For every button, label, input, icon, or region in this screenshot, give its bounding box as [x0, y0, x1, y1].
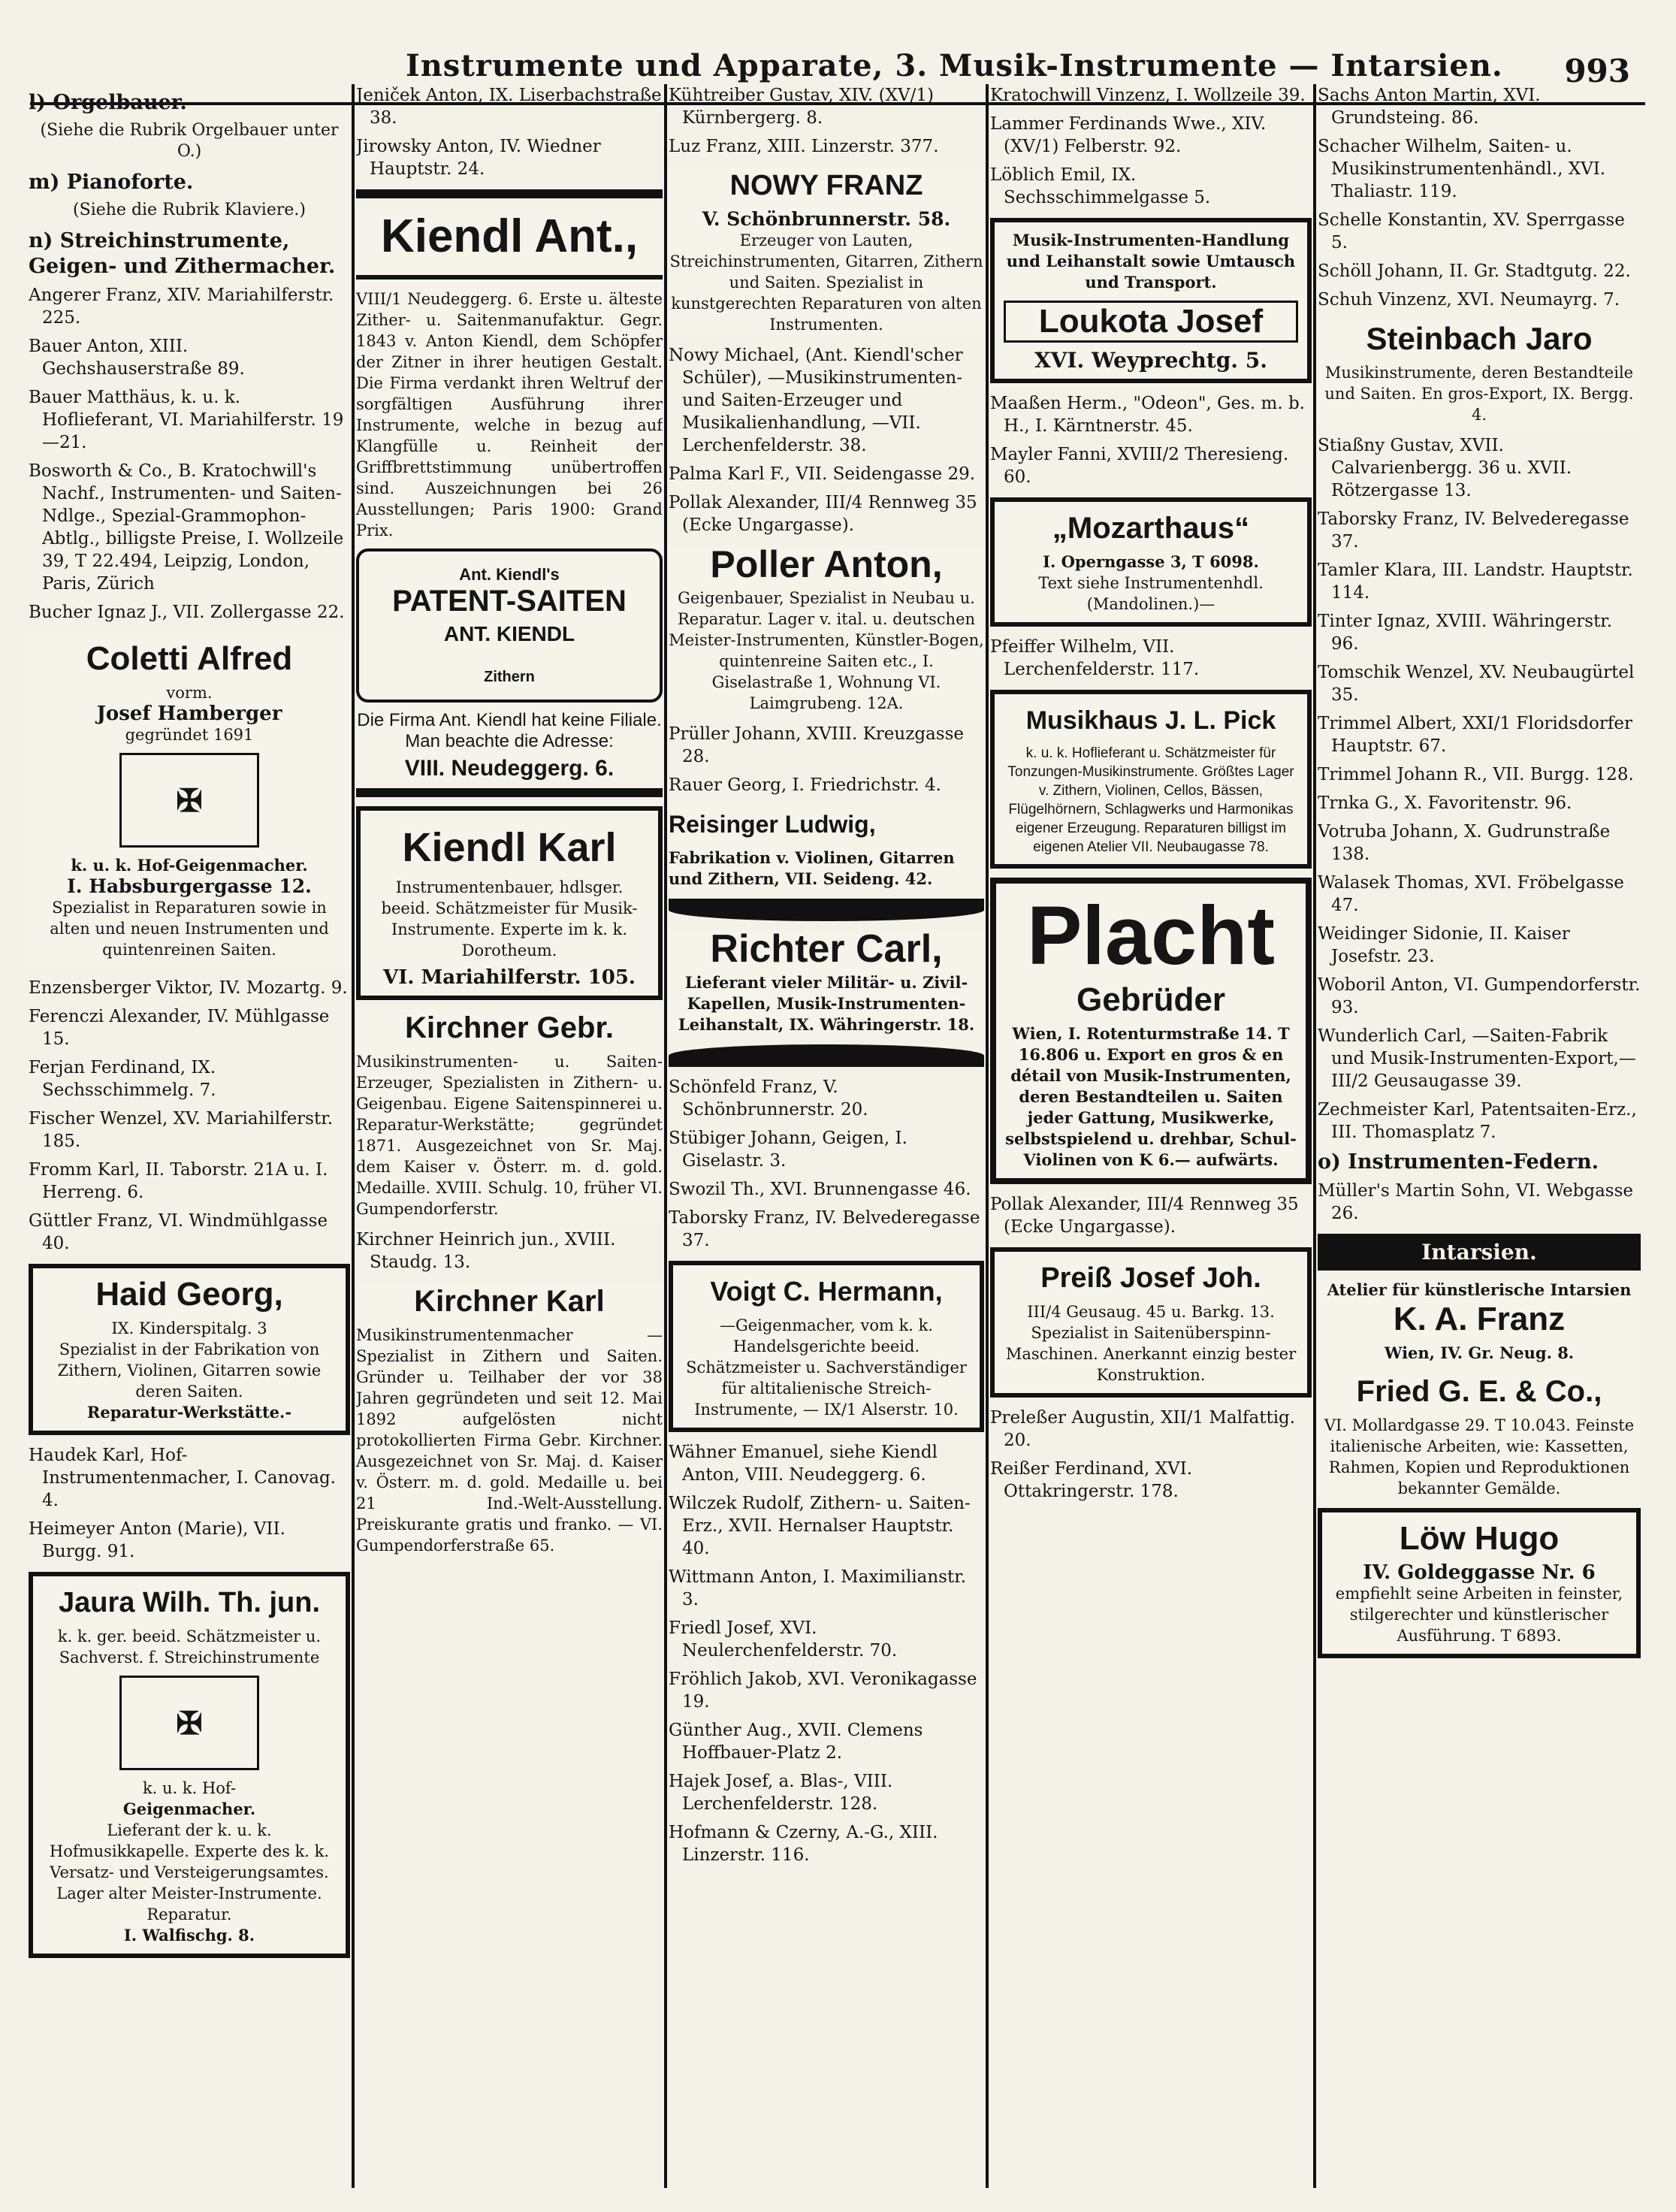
- divider: [356, 788, 663, 797]
- list-item: Lammer Ferdinands Wwe., XIV. (XV/1) Felberstr. 92.: [990, 114, 1267, 156]
- ad-text: k. u. k. Hof-Geigenmacher.: [71, 856, 308, 875]
- advertisement-placht: [990, 878, 1312, 1184]
- advertisement-mozarthaus: [990, 497, 1312, 627]
- ad-name: Fried G. E. & Co.,: [1356, 1375, 1602, 1408]
- column-3: [669, 84, 984, 2188]
- ad-text: VIII. Neudeggerg. 6.: [404, 756, 615, 781]
- page-number: 993: [1564, 53, 1630, 89]
- advertisement-franz: [1318, 1280, 1641, 1364]
- advertisement-fried: [1318, 1373, 1641, 1499]
- ad-text: vorm.: [166, 684, 213, 702]
- list-item: Nowy Michael, (Ant. Kiendl'scher Schüler), —Musikinstrumenten- und Saiten-Erzeuger und Musikalienhandlung, —VII. Lerchenfelderstr. 38.: [669, 346, 963, 455]
- divider: [669, 1044, 984, 1067]
- column-2: [356, 84, 663, 2188]
- column-1: [29, 84, 350, 2188]
- list-item: Wilczek Rudolf, Zithern- u. Saiten-Erz., XVII. Hernalser Hauptstr. 40.: [669, 1494, 971, 1558]
- ad-text: k. k. ger. beeid. Schätzmeister u. Sachverst. f. Streichinstrumente: [57, 1627, 322, 1667]
- list-item: Trnka G., X. Favoritenstr. 96.: [1318, 793, 1572, 813]
- ad-subtitle: Gebrüder: [1076, 981, 1226, 1018]
- ad-name: Musikhaus J. L. Pick: [1025, 706, 1276, 735]
- ad-text: III/4 Geusaug. 45 u. Barkg. 13. Spezialist in Saitenüberspinn-Maschinen. Anerkannt einzig bester Konstruktion.: [1005, 1303, 1297, 1384]
- page-title: Instrumente und Apparate, 3. Musik-Instrumente — Intarsien.: [406, 48, 1503, 83]
- list-item: Müller's Martin Sohn, VI. Webgasse 26.: [1318, 1181, 1634, 1223]
- list-item: Walasek Thomas, XVI. Fröbelgasse 47.: [1318, 873, 1624, 915]
- ad-name: Kirchner Gebr.: [405, 1011, 614, 1044]
- list-item: Hajek Josef, a. Blas-, VIII. Lerchenfelderstr. 128.: [669, 1772, 893, 1814]
- ad-text: Wien, I. Rotenturmstraße 14. T 16.806 u. Export en gros & en détail von Musik-Instrumenten, deren Bestandteilen u. Saiten jeder Gattung, Musikwerke, selbstspielend u. drehbar, Schul-Violinen von K 6.— aufwärts.: [1005, 1024, 1297, 1169]
- section-heading-intarsien: Intarsien.: [1318, 1234, 1641, 1271]
- ad-text: PATENT-SAITEN: [392, 585, 627, 618]
- ad-name: Kirchner Karl: [414, 1285, 605, 1318]
- ad-text: VI. Mariahilferstr. 105.: [383, 966, 636, 989]
- ad-text: VIII/1 Neudeggerg. 6. Erste u. älteste Zither- u. Saitenmanufaktur. Gegr. 1843 v. Anton Kiendl, dem Schöpfer der Zitner in ihrer heutigen Gestalt. Die Firma verdankt ihren Weltruf der sorgfältigen Ausführung ihrer Instrumente, welche in bezug auf Klangfülle u. Reinheit der Griffbrettstimmung unübertroffen sind. Auszeichnungen bei 26 Ausstellungen; Paris 1900: Grand Prix.: [356, 290, 663, 539]
- ad-name: Poller Anton,: [710, 543, 943, 585]
- ad-text: Die Firma Ant. Kiendl hat keine Filiale. Man beachte die Adresse:: [357, 710, 662, 751]
- ad-text: I. Walfischg. 8.: [123, 1926, 255, 1945]
- list-item: Pollak Alexander, III/4 Rennweg 35 (Ecke Ungargasse).: [990, 1195, 1299, 1237]
- section-note: (Siehe die Rubrik Klaviere.): [73, 201, 306, 219]
- list-item: Fröhlich Jakob, XVI. Veronikagasse 19.: [669, 1670, 977, 1712]
- ad-text: Text siehe Instrumentenhdl. (Mandolinen.)—: [1038, 574, 1264, 613]
- list-item: Taborsky Franz, IV. Belvederegasse 37.: [1318, 509, 1629, 551]
- double-eagle-crest-icon: ✠: [119, 1676, 259, 1770]
- ad-name: Loukota Josef: [1004, 301, 1298, 343]
- list-item: Enzensberger Viktor, IV. Mozartg. 9.: [29, 978, 348, 998]
- ad-text: gegründet 1691: [125, 726, 254, 744]
- list-item: Schacher Wilhelm, Saiten- u. Musikinstrumentenhändl., XVI. Thaliastr. 119.: [1318, 137, 1606, 201]
- list-item: Taborsky Franz, IV. Belvederegasse 37.: [669, 1208, 980, 1250]
- ad-text: k. u. k. Hof-: [142, 1779, 237, 1797]
- column-divider: [986, 84, 989, 2188]
- ad-text: Reparatur-Werkstätte.-: [86, 1403, 292, 1422]
- section-note: (Siehe die Rubrik Orgelbauer unter O.): [40, 121, 339, 161]
- list-item: Votruba Johann, X. Gudrunstraße 138.: [1318, 822, 1611, 864]
- ad-text: Lieferant vieler Militär- u. Zivil-Kapellen, Musik-Instrumenten-Leihanstalt, IX. Währingerstr. 18.: [678, 973, 975, 1034]
- column-4: [990, 84, 1312, 2188]
- list-item: Tamler Klara, III. Landstr. Hauptstr. 114.: [1318, 561, 1633, 603]
- section-heading: n) Streichinstrumente, Geigen- und Zithermacher.: [29, 229, 336, 278]
- list-item: Stiaßny Gustav, XVII. Calvarienbergg. 36 u. XVII. Rötzergasse 13.: [1318, 436, 1572, 500]
- advertisement-coletti: [29, 633, 350, 968]
- list-item: Bauer Matthäus, k. u. k. Hoflieferant, VI. Mariahilferstr. 19—21.: [29, 388, 344, 452]
- ad-text: —Geigenmacher, vom k. k. Handelsgerichte beeid. Schätzmeister u. Sachverständiger für altitalienische Streich-Instrumente, — IX/1 Alserstr. 10.: [686, 1316, 967, 1419]
- advertisement-pick: [990, 690, 1312, 869]
- list-item: Schönfeld Franz, V. Schönbrunnerstr. 20.: [669, 1077, 868, 1120]
- list-item: Bauer Anton, XIII. Gechshauserstraße 89.: [29, 337, 245, 379]
- list-item: Zechmeister Karl, Patentsaiten-Erz., III. Thomasplatz 7.: [1318, 1100, 1637, 1142]
- ad-name: Kiendl Karl: [402, 825, 617, 870]
- ad-text: Atelier für künstlerische Intarsien: [1327, 1280, 1632, 1299]
- section-heading: m) Pianoforte.: [29, 171, 194, 194]
- ad-text: empfiehlt seine Arbeiten in feinster, stilgerechter und künstlerischer Ausführung. T 6893.: [1335, 1585, 1623, 1645]
- list-item: Luz Franz, XIII. Linzerstr. 377.: [669, 137, 939, 156]
- list-item: Trimmel Albert, XXI/1 Floridsdorfer Hauptstr. 67.: [1318, 714, 1632, 756]
- list-item: Hofmann & Czerny, A.-G., XIII. Linzerstr. 116.: [669, 1823, 938, 1865]
- section-heading: l) Orgelbauer.: [29, 91, 187, 114]
- list-item: Friedl Josef, XVI. Neulerchenfelderstr. 70.: [669, 1618, 898, 1661]
- advertisement-steinbach: [1318, 320, 1641, 425]
- list-item: Kirchner Heinrich jun., XVIII. Staudg. 13.: [356, 1230, 616, 1272]
- ad-text: Geigenbauer, Spezialist in Neubau u. Reparatur. Lager v. ital. u. deutschen Meister-Instrumenten, Künstler-Bogen, quintenreine Saiten etc., I. Giselastraße 1, Wohnung VI. Laimgrubeng. 12A.: [669, 589, 984, 712]
- list-item: Wunderlich Carl, —Saiten-Fabrik und Musik-Instrumenten-Export,— III/2 Geusaugasse 39.: [1318, 1026, 1636, 1091]
- ad-text: Ant. Kiendl's: [459, 565, 560, 584]
- list-item: Fischer Wenzel, XV. Mariahilferstr. 185.: [29, 1109, 334, 1151]
- ad-text: Josef Hamberger: [96, 703, 282, 725]
- divider: [356, 275, 663, 280]
- list-item: Stübiger Johann, Geigen, I. Giselastr. 3.: [669, 1129, 907, 1171]
- ad-text: Erzeuger von Lauten, Streichinstrumenten, Gitarren, Zithern und Saiten. Spezialist in kunstgerechten Reparaturen von alten Instrumenten.: [669, 231, 983, 334]
- list-item: Pollak Alexander, III/4 Rennweg 35 (Ecke Ungargasse).: [669, 493, 977, 535]
- ad-name: Voigt C. Hermann,: [710, 1276, 943, 1307]
- advertisement-voigt: [669, 1261, 984, 1432]
- ad-text: Lieferant der k. u. k. Hofmusikkapelle. Experte des k. k. Versatz- und Versteigerungsamtes.: [49, 1821, 330, 1881]
- ad-text: Musikinstrumenten- u. Saiten-Erzeuger, Spezialisten in Zithern- u. Geigenbau. Eigene Saitenspinnerei u. Reparatur-Werkstätte; gegründet 1871. Ausgezeichnet von Sr. Maj. dem Kaiser v. Österr. m. d. gold. Medaille. XVIII. Schulg. 10, früher VI. Gumpendorferstr.: [356, 1053, 663, 1218]
- ad-text: I. Operngasse 3, T 6098.: [1043, 552, 1259, 571]
- list-item: Pfeiffer Wilhelm, VII. Lerchenfelderstr. 117.: [990, 637, 1200, 679]
- list-item: Bosworth & Co., B. Kratochwill's Nachf., Instrumenten- und Saiten-Ndlge., Spezial-Grammophon-Abtlg., billigste Preise, I. Wollzeile 39, T 22.494, Leipzig, London, Paris, Zürich: [29, 461, 344, 594]
- list-item: Reißer Ferdinand, XVI. Ottakringerstr. 178.: [990, 1459, 1193, 1501]
- ad-name: Haid Georg,: [95, 1276, 283, 1313]
- ad-text: IX. Kinderspitalg. 3: [111, 1319, 267, 1337]
- ad-name: „Mozarthaus“: [1052, 512, 1250, 545]
- ad-text: Zithern: [484, 669, 535, 685]
- column-divider: [664, 84, 667, 2188]
- column-divider: [352, 84, 355, 2188]
- divider: [356, 189, 663, 198]
- list-item: Preleßer Augustin, XII/1 Malfattig. 20.: [990, 1408, 1296, 1450]
- ad-text: Musikinstrumentenmacher —Spezialist in Zithern und Saiten. Gründer u. Teilhaber der vor 38 Jahren gegründeten und seit 12. Mai 1892 aufgelösten nicht protokollierten Firma Gebr. Kirchner. Ausgezeichnet von Sr. Maj. d. Kaiser v. Österr. m. d. gold. Medaille u. bei 21 Ind.-Welt-Ausstellung. Preiskurante gratis und franko. — VI. Gumpendorferstraße 65.: [356, 1326, 663, 1555]
- list-item: Schuh Vinzenz, XVI. Neumayrg. 7.: [1318, 290, 1620, 310]
- list-item: Güttler Franz, VI. Windmühlgasse 40.: [29, 1211, 328, 1253]
- list-item: Prüller Johann, XVIII. Kreuzgasse 28.: [669, 724, 964, 766]
- column-5: [1318, 84, 1641, 2188]
- ad-text: Geigenmacher.: [122, 1800, 256, 1818]
- ad-name: Coletti Alfred: [86, 640, 293, 677]
- list-item: Rauer Georg, I. Friedrichstr. 4.: [669, 775, 941, 795]
- list-item: Heimeyer Anton (Marie), VII. Burgg. 91.: [29, 1519, 285, 1561]
- ad-text: XVI. Weyprechtg. 5.: [1034, 348, 1268, 373]
- list-item: Tinter Ignaz, XVIII. Währingerstr. 96.: [1318, 612, 1613, 654]
- ad-text: Fabrikation v. Violinen, Gitarren und Zithern, VII. Seideng. 42.: [669, 848, 955, 888]
- ad-text: Reparatur.: [146, 1905, 232, 1923]
- advertisement-reisinger: [669, 805, 984, 890]
- advertisement-preiss: [990, 1247, 1312, 1398]
- list-item: Jirowsky Anton, IV. Wiedner Hauptstr. 24.: [356, 137, 601, 179]
- list-item: Jeniček Anton, IX. Liserbachstraße 38.: [356, 86, 662, 128]
- list-item: Woboril Anton, VI. Gumpendorferstr. 93.: [1318, 975, 1641, 1017]
- ad-name: K. A. Franz: [1393, 1301, 1566, 1337]
- list-item: Fromm Karl, II. Taborstr. 21A u. I. Herreng. 6.: [29, 1160, 328, 1202]
- list-item: Kratochwill Vinzenz, I. Wollzeile 39.: [990, 86, 1306, 105]
- list-item: Trimmel Johann R., VII. Burgg. 128.: [1318, 765, 1634, 784]
- advertisement-kiendl-ant: [356, 207, 663, 779]
- ad-text: IV. Goldeggasse Nr. 6: [1363, 1561, 1596, 1584]
- advertisement-kirchner-karl: [356, 1283, 663, 1556]
- ad-text: Wien, IV. Gr. Neug. 8.: [1384, 1343, 1575, 1362]
- list-item: Palma Karl F., VII. Seidengasse 29.: [669, 464, 976, 484]
- ad-name: Preiß Josef Joh.: [1040, 1262, 1261, 1294]
- list-item: Maaßen Herm., "Odeon", Ges. m. b. H., I. Kärntnerstr. 45.: [990, 394, 1305, 436]
- ad-name: Richter Carl,: [710, 927, 943, 971]
- list-item: Wittmann Anton, I. Maximilianstr. 3.: [669, 1567, 967, 1609]
- list-item: Mayler Fanni, XVIII/2 Theresieng. 60.: [990, 445, 1289, 487]
- list-item: Angerer Franz, XIV. Mariahilferstr. 225.: [29, 286, 334, 328]
- ad-text: Musikinstrumente, deren Bestandteile und Saiten. En gros-Export, IX. Bergg. 4.: [1324, 364, 1634, 424]
- advertisement-kiendl-karl: [356, 806, 663, 1000]
- patent-saiten-logo: [356, 548, 663, 703]
- advertisement-kirchner-gebr: [356, 1009, 663, 1219]
- list-item: Schelle Konstantin, XV. Sperrgasse 5.: [1318, 210, 1625, 252]
- advertisement-loukota: [990, 218, 1312, 383]
- list-item: Haudek Karl, Hof-Instrumentenmacher, I. Canovag. 4.: [29, 1446, 336, 1510]
- ad-text: V. Schönbrunnerstr. 58.: [702, 208, 951, 230]
- list-item: Wähner Emanuel, siehe Kiendl Anton, VIII. Neudeggerg. 6.: [669, 1443, 938, 1485]
- ad-text: Instrumentenbauer, hdlsger. beeid. Schätzmeister für Musik-Instrumente. Experte im k. k. Dorotheum.: [381, 878, 638, 959]
- list-item: Ferenczi Alexander, IV. Mühlgasse 15.: [29, 1007, 330, 1049]
- ad-name: Kiendl Ant.,: [380, 210, 639, 262]
- column-divider: [1313, 84, 1316, 2188]
- ad-name: Placht: [1026, 890, 1276, 982]
- section-heading: o) Instrumenten-Federn.: [1318, 1150, 1599, 1174]
- divider: [669, 899, 984, 921]
- ad-name: Löw Hugo: [1399, 1520, 1560, 1557]
- ad-name: NOWY FRANZ: [729, 170, 923, 201]
- ad-text: k. u. k. Hoflieferant u. Schätzmeister für Tonzungen-Musikinstrumente. Größtes Lager v. Zithern, Violinen, Cellos, Bässen, Flügelhörnern, Schlagwerks und Harmonikas eigener Erzeugung. Reparaturen billigst im eigenen Atelier VII. Neubaugasse 78.: [1007, 745, 1294, 855]
- ad-text: Spezialist in der Fabrikation von Zithern, Violinen, Gitarren sowie deren Saiten.: [57, 1340, 322, 1401]
- list-item: Swozil Th., XVI. Brunnengasse 46.: [669, 1180, 971, 1199]
- ad-text: Spezialist in Reparaturen sowie in alten und neuen Instrumenten und quintenreinen Saiten.: [50, 899, 329, 959]
- advertisement-nowy: [669, 167, 984, 335]
- list-item: Tomschik Wenzel, XV. Neubaugürtel 35.: [1318, 663, 1635, 705]
- list-item: Bucher Ignaz J., VII. Zollergasse 22.: [29, 603, 345, 622]
- ad-name: Jaura Wilh. Th. jun.: [58, 1587, 320, 1618]
- list-item: Kühtreiber Gustav, XIV. (XV/1) Kürnbergerg. 8.: [669, 86, 934, 128]
- ad-name: Steinbach Jaro: [1366, 321, 1593, 356]
- ad-text: VI. Mollardgasse 29. T 10.043. Feinste italienische Arbeiten, wie: Kassetten, Rahmen, Kopien und Reproduktionen bekannter Gemälde.: [1324, 1416, 1635, 1497]
- list-item: Löblich Emil, IX. Sechsschimmelgasse 5.: [990, 165, 1211, 207]
- advertisement-richter: [669, 927, 984, 1035]
- list-item: Günther Aug., XVII. Clemens Hoffbauer-Platz 2.: [669, 1721, 923, 1763]
- ad-text: I. Habsburgergasse 12.: [67, 875, 312, 897]
- ad-text: Lager alter Meister-Instrumente.: [56, 1884, 322, 1902]
- list-item: Sachs Anton Martin, XVI. Grundsteing. 86.: [1318, 86, 1541, 128]
- double-eagle-crest-icon: ✠: [119, 753, 259, 848]
- advertisement-haid: [29, 1264, 350, 1435]
- advertisement-jaura: [29, 1572, 350, 1958]
- list-item: Schöll Johann, II. Gr. Stadtgutg. 22.: [1318, 261, 1631, 281]
- advertisement-poller: [669, 545, 984, 714]
- ad-text: ANT. KIENDL: [443, 622, 575, 645]
- ad-text: Musik-Instrumenten-Handlung und Leihanstalt sowie Umtausch und Transport.: [1006, 231, 1296, 292]
- ad-name: Reisinger Ludwig,: [669, 811, 876, 838]
- list-item: Weidinger Sidonie, II. Kaiser Josefstr. 23.: [1318, 924, 1570, 966]
- advertisement-loew: [1318, 1508, 1641, 1658]
- list-item: Ferjan Ferdinand, IX. Sechsschimmelg. 7.: [29, 1058, 216, 1100]
